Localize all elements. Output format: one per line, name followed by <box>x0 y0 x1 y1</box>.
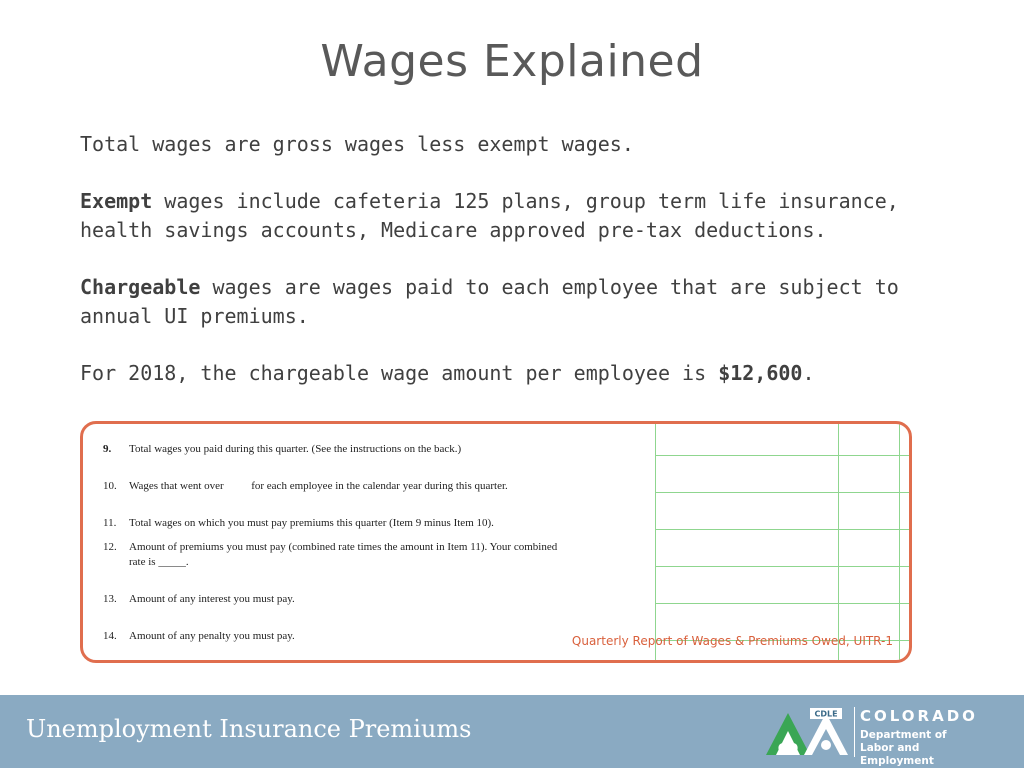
form-item-10 <box>103 479 643 494</box>
grid-line <box>655 529 909 530</box>
wage-amount-value: $12,600 <box>718 361 803 385</box>
paragraph-chargeable-wages <box>80 273 950 331</box>
form-item-number: 11. <box>103 517 117 529</box>
form-amount-grid <box>655 424 909 660</box>
form-item-continuation: rate is _____. <box>129 556 189 568</box>
footer-title: Unemployment Insurance Premiums <box>26 715 472 743</box>
form-item-text: Total wages you paid during this quarter. (See the instructions on the back.) <box>129 443 462 455</box>
grid-line <box>655 455 909 456</box>
grid-line <box>655 424 656 660</box>
form-item-11 <box>103 516 643 531</box>
wage-amount-end: . <box>802 361 815 385</box>
paragraph-exempt-wages <box>80 187 950 245</box>
logo-department-line1: Department of <box>860 729 947 741</box>
footer-bar <box>0 695 1024 768</box>
grid-line <box>655 566 909 567</box>
cdle-logo <box>764 705 994 767</box>
form-item-number: 13. <box>103 593 117 605</box>
form-item-number: 14. <box>103 630 117 642</box>
form-item-text: Amount of premiums you must pay (combined rate times the amount in Item 11). Your combined <box>129 541 558 553</box>
logo-state-name: COLORADO <box>860 707 978 725</box>
chargeable-term: Chargeable <box>80 275 201 299</box>
grid-line <box>899 424 900 660</box>
chargeable-description: wages are wages paid to each employee that are subject to annual UI premiums. <box>80 275 899 328</box>
form-item-number: 9. <box>103 443 112 455</box>
form-item-14 <box>103 629 643 644</box>
form-excerpt <box>80 421 912 663</box>
grid-line <box>655 603 909 604</box>
wage-amount-text: For 2018, the chargeable wage amount per employee is <box>80 361 719 385</box>
form-item-9 <box>103 442 643 457</box>
form-item-text: Amount of any interest you must pay. <box>129 593 295 605</box>
grid-line <box>838 424 839 660</box>
form-item-text: Total wages on which you must pay premiums this quarter (Item 9 minus Item 10). <box>129 517 494 529</box>
slide-title: Wages Explained <box>320 36 704 87</box>
form-item-text: Wages that went over for each employee in the calendar year during this quarter. <box>129 480 508 492</box>
form-caption: Quarterly Report of Wages & Premiums Owed, UITR-1 <box>571 634 893 648</box>
logo-department <box>860 729 994 768</box>
grid-line <box>655 492 909 493</box>
logo-badge-text: CDLE <box>814 709 838 719</box>
logo-initials-text: CO <box>777 742 799 757</box>
form-item-13 <box>103 592 643 607</box>
slide-body <box>80 130 950 416</box>
mountain-logo-icon <box>764 705 852 761</box>
form-item-text: Amount of any penalty you must pay. <box>129 630 295 642</box>
paragraph-wage-amount <box>80 359 950 388</box>
form-item-number: 12. <box>103 541 117 553</box>
exempt-term: Exempt <box>80 189 153 213</box>
exempt-description: wages include cafeteria 125 plans, group term life insurance, health savings accounts, Medicare approved pre-tax deductions. <box>80 189 899 242</box>
form-item-number: 10. <box>103 480 117 492</box>
logo-divider <box>854 707 855 757</box>
form-item-12 <box>103 540 643 570</box>
paragraph-total-wages: Total wages are gross wages less exempt wages. <box>80 132 634 156</box>
logo-department-line2: Labor and Employment <box>860 742 934 767</box>
